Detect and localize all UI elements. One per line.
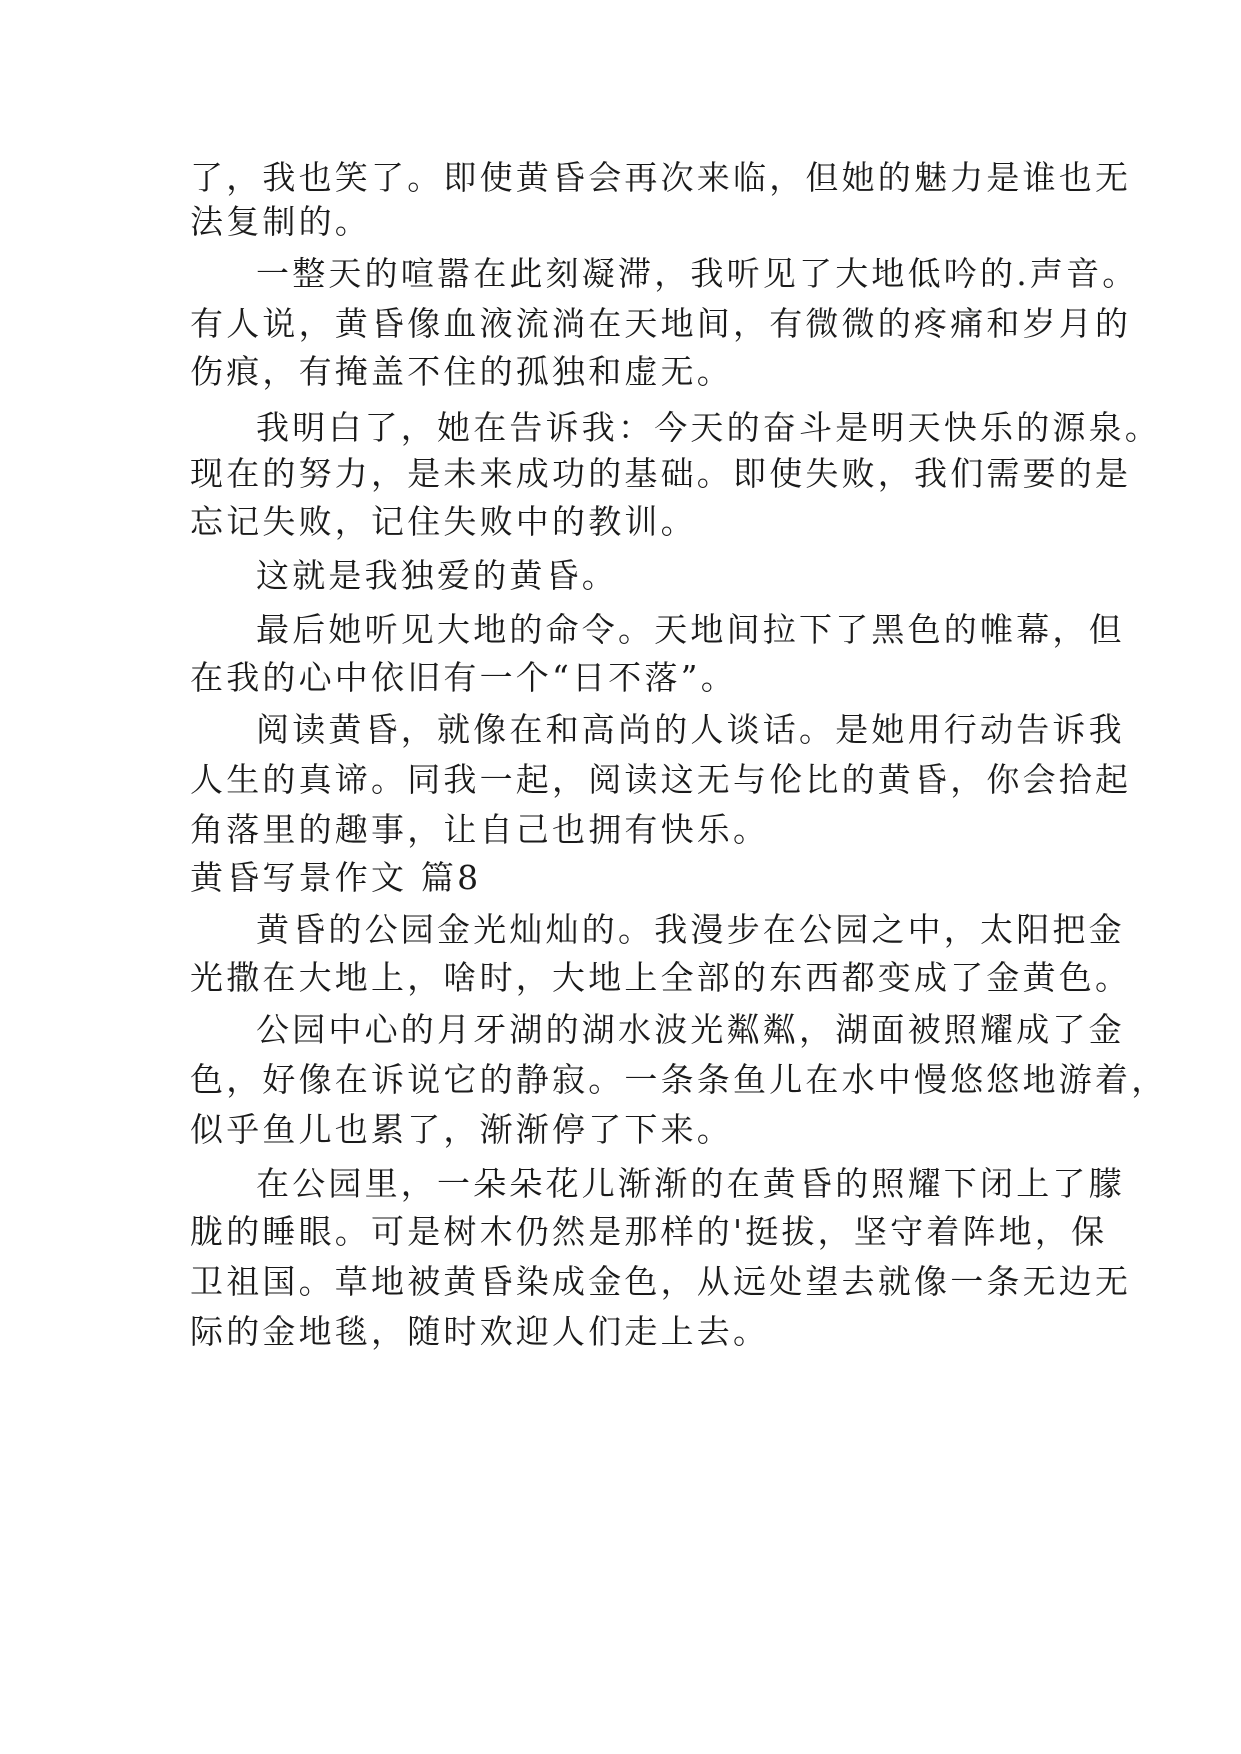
text-line: 光撒在大地上，啥时，大地上全部的东西都变成了金黄色。	[190, 958, 1132, 997]
text-line: 色，好像在诉说它的静寂。一条条鱼儿在水中慢悠悠地游着，	[190, 1060, 1168, 1099]
paragraph-first-line: 在公园里，一朵朵花儿渐渐的在黄昏的照耀下闭上了朦	[256, 1164, 1125, 1203]
paragraph-first-line: 阅读黄昏，就像在和高尚的人谈话。是她用行动告诉我	[256, 710, 1125, 749]
text-line: 卫祖国。草地被黄昏染成金色，从远处望去就像一条无边无	[190, 1262, 1132, 1301]
paragraph-first-line: 我明白了，她在告诉我：今天的奋斗是明天快乐的源泉。	[256, 408, 1161, 447]
text-line: 伤痕，有掩盖不住的孤独和虚无。	[190, 352, 733, 391]
text-line: 际的金地毯，随时欢迎人们走上去。	[190, 1312, 770, 1351]
text-line: 现在的努力，是未来成功的基础。即使失败，我们需要的是	[190, 454, 1132, 493]
paragraph-first-line: 一整天的喧嚣在此刻凝滞，我听见了大地低吟的.声音。	[256, 254, 1139, 293]
text-line: 在我的心中依旧有一个“日不落”。	[190, 658, 737, 697]
text-line: 了，我也笑了。即使黄昏会再次来临，但她的魅力是谁也无	[190, 158, 1132, 197]
paragraph-first-line: 最后她听见大地的命令。天地间拉下了黑色的帷幕，但	[256, 610, 1125, 649]
text-line: 人生的真谛。同我一起，阅读这无与伦比的黄昏，你会拾起	[190, 760, 1132, 799]
text-line: 胧的睡眼。可是树木仍然是那样的'挺拔，坚守着阵地，保	[190, 1212, 1108, 1251]
paragraph-first-line: 黄昏的公园金光灿灿的。我漫步在公园之中，太阳把金	[256, 910, 1125, 949]
paragraph-first-line: 这就是我独爱的黄昏。	[256, 556, 618, 595]
text-line: 法复制的。	[190, 202, 371, 241]
text-line: 忘记失败，记住失败中的教训。	[190, 502, 697, 541]
paragraph-first-line: 公园中心的月牙湖的湖水波光粼粼，湖面被照耀成了金	[256, 1010, 1125, 1049]
text-line: 有人说，黄昏像血液流淌在天地间，有微微的疼痛和岁月的	[190, 304, 1132, 343]
text-line: 角落里的趣事，让自己也拥有快乐。	[190, 810, 770, 849]
text-line: 似乎鱼儿也累了，渐渐停了下来。	[190, 1110, 733, 1149]
section-heading: 黄昏写景作文 篇8	[190, 858, 482, 897]
